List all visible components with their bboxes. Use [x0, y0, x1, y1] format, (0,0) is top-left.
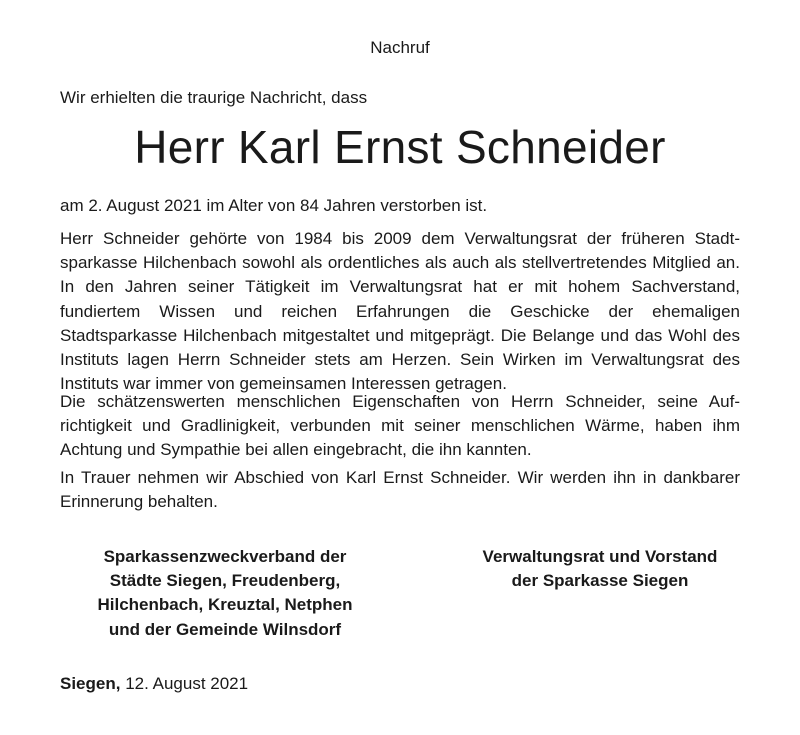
- place-date: [60, 674, 248, 694]
- paragraph-character: Die schätzenswerten menschlichen Eigenschaften von Herrn Schneider, seine Aufrichtigkeit und Gradlinigkeit, verbunden mit seiner menschlichen Wärme, haben ihm Achtung und Sympathie bei allen eingebracht, die ihn kannten.: [60, 392, 740, 460]
- paragraph-career: Herr Schneider gehörte von 1984 bis 2009 dem Verwaltungsrat der früheren Stadtsparkasse Hilchenbach sowohl als ordentliches als auch als stellvertretendes Mitglied an. In den Jahren seiner Tätigkeit im Verwaltungsrat hat er mit hohem Sachverstand, fundiertem Wissen und reichen Erfahrungen die Geschicke der ehemaligen Stadtsparkasse Hilchenbach mitgestaltet und mitgeprägt. Die Belange und das Wohl des Instituts lagen Herrn Schneider stets am Herzen. Sein Wirken im Verwaltungsrat des Instituts war immer von gemeinsamen Interessen getragen.: [60, 229, 740, 394]
- signer-left-line: Hilchenbach, Kreuztal, Netphen: [97, 595, 353, 615]
- notice-heading: Nachruf: [370, 38, 430, 57]
- intro-line: Wir erhielten die traurige Nachricht, dass: [60, 88, 368, 107]
- paragraph-farewell: In Trauer nehmen wir Abschied von Karl Ernst Schneider. Wir werden ihn in dankbarer Erinnerung behalten.: [60, 468, 740, 512]
- signer-left-line: und der Gemeinde Wilnsdorf: [108, 619, 342, 639]
- signer-left: [60, 545, 390, 642]
- signer-right: [430, 545, 770, 593]
- closing-place: Siegen,: [60, 674, 121, 693]
- signer-right-line: der Sparkasse Siegen: [511, 571, 689, 591]
- signer-left-line: Sparkassenzweckverband der: [103, 547, 347, 566]
- death-line: am 2. August 2021 im Alter von 84 Jahren verstorben ist.: [60, 196, 488, 215]
- deceased-name: Herr Karl Ernst Schneider: [134, 121, 666, 173]
- closing-date: 12. August 2021: [125, 674, 249, 693]
- signer-left-line: Städte Siegen, Freudenberg,: [109, 571, 341, 591]
- signer-right-line: Verwaltungsrat und Vorstand: [482, 547, 718, 566]
